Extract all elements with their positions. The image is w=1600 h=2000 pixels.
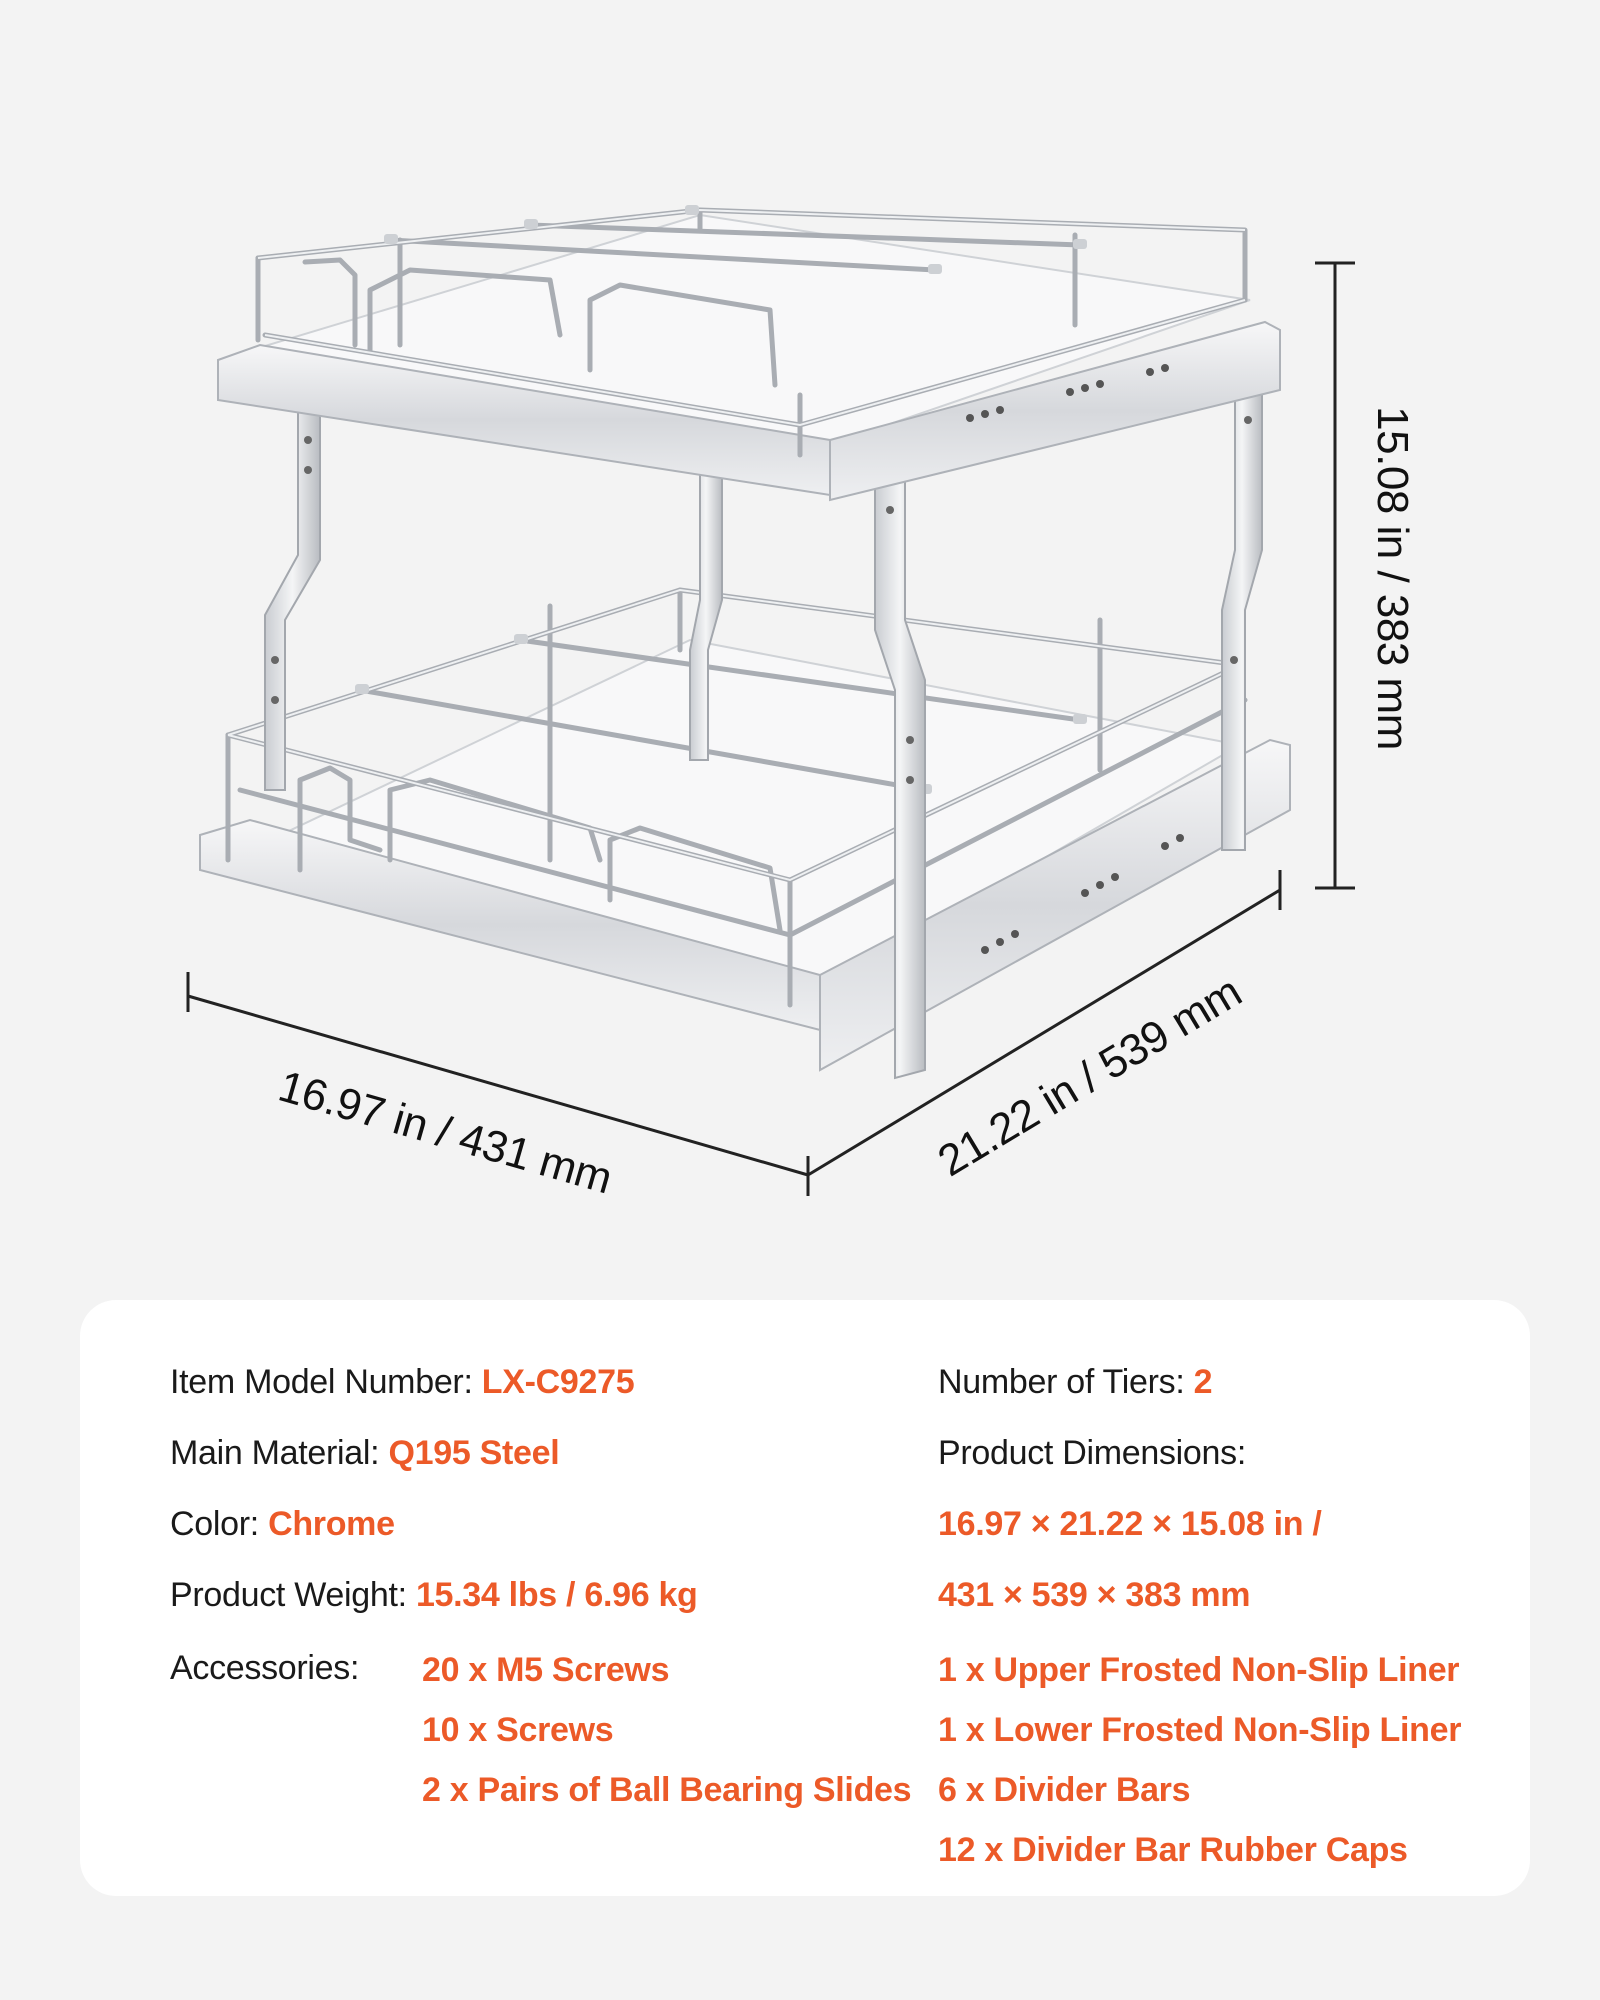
height-dimension-line [1315, 263, 1355, 888]
tiers-row [938, 1362, 1212, 1402]
color-label: Color: [170, 1505, 259, 1543]
tiers-label: Number of Tiers: [938, 1363, 1185, 1401]
model-number-value: LX-C9275 [481, 1363, 635, 1401]
accessory-item: 20 x M5 Screws [422, 1651, 670, 1689]
model-number-row [170, 1362, 634, 1402]
accessory-item: 6 x Divider Bars [938, 1771, 1191, 1809]
product-dimensions-imperial: 16.97 × 21.22 × 15.08 in / [938, 1505, 1322, 1543]
material-row [170, 1433, 559, 1473]
width-dimension-label: 16.97 in / 431 mm [273, 1061, 618, 1204]
height-dimension-label: 15.08 in / 383 mm [1368, 406, 1417, 750]
weight-row [170, 1575, 698, 1615]
depth-dimension-label: 21.22 in / 539 mm [929, 967, 1250, 1187]
lower-tier [200, 590, 1290, 1070]
accessory-item: 1 x Upper Frosted Non-Slip Liner [938, 1651, 1460, 1689]
accessories-label: Accessories: [170, 1649, 360, 1687]
upper-tier [218, 205, 1280, 500]
product-dimensions-metric: 431 × 539 × 383 mm [938, 1576, 1251, 1614]
weight-label: Product Weight: [170, 1576, 407, 1614]
specifications-card [80, 1300, 1530, 1896]
accessory-item: 10 x Screws [422, 1711, 614, 1749]
color-value: Chrome [268, 1505, 395, 1543]
product-dimensions-label: Product Dimensions: [938, 1434, 1246, 1472]
weight-value: 15.34 lbs / 6.96 kg [415, 1576, 698, 1614]
accessory-item: 2 x Pairs of Ball Bearing Slides [422, 1771, 912, 1809]
model-number-label: Item Model Number: [170, 1363, 473, 1401]
color-row [170, 1504, 395, 1544]
tiers-value: 2 [1193, 1363, 1213, 1401]
accessory-item: 12 x Divider Bar Rubber Caps [938, 1831, 1408, 1869]
accessory-item: 1 x Lower Frosted Non-Slip Liner [938, 1711, 1462, 1749]
material-value: Q195 Steel [388, 1434, 560, 1472]
material-label: Main Material: [170, 1434, 380, 1472]
